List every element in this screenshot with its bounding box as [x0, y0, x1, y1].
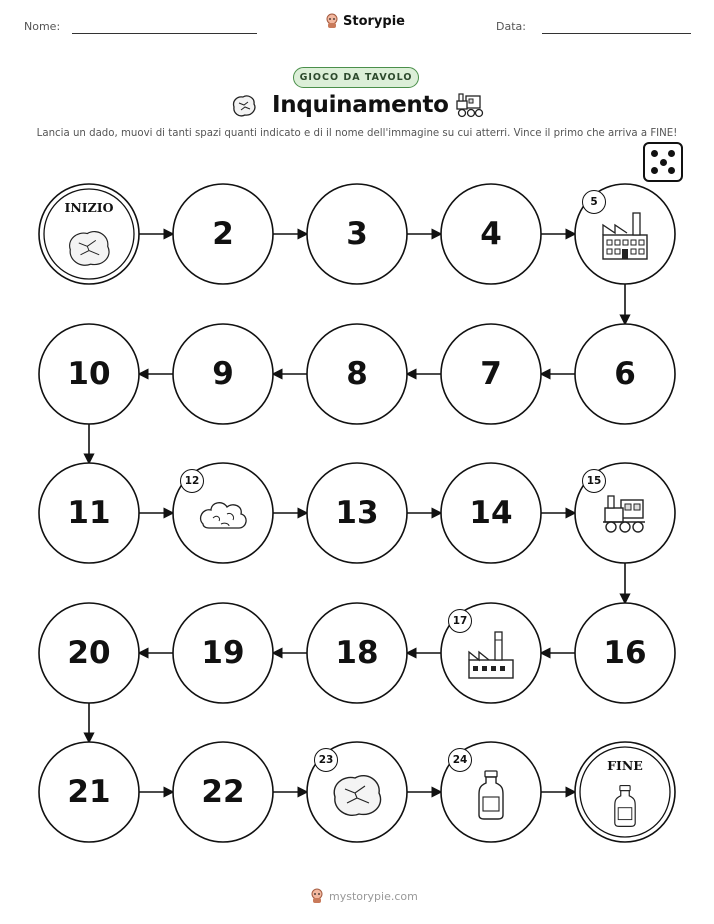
space-number: 3 — [346, 216, 368, 252]
space-number-badge: 12 — [180, 469, 204, 493]
storypie-mascot-icon — [310, 888, 324, 904]
date-label: Data: — [496, 20, 526, 33]
space-number-badge: 17 — [448, 609, 472, 633]
space-number: 19 — [201, 635, 245, 671]
space-number-badge: 15 — [582, 469, 606, 493]
space-number: 16 — [603, 635, 647, 671]
space-number: 18 — [335, 635, 379, 671]
space-number: 20 — [67, 635, 111, 671]
space-number-badge: 5 — [582, 190, 606, 214]
finish-label: FINE — [607, 758, 643, 773]
rock-icon — [70, 232, 109, 266]
space-number: 6 — [614, 356, 636, 392]
space-number: 7 — [480, 356, 502, 392]
space-number: 21 — [67, 774, 111, 810]
brand-name: Storypie — [343, 13, 405, 29]
game-type-badge: GIOCO DA TAVOLO — [293, 67, 419, 88]
space-number: 22 — [201, 774, 245, 810]
rock-icon — [334, 776, 380, 816]
instructions-text: Lancia un dado, muovi di tanti spazi quanti indicato e di il nome dell'immagine su cui atterri. Vince il primo che arriva a FINE! — [36, 128, 678, 139]
start-label: INIZIO — [64, 200, 114, 215]
space-number: 4 — [480, 216, 502, 252]
train-icon — [603, 496, 645, 532]
space-number: 14 — [469, 495, 513, 531]
footer-url: mystorypie.com — [329, 889, 418, 903]
space-number: 8 — [346, 356, 368, 392]
page-title: Inquinamento — [272, 92, 449, 118]
space-number: 2 — [212, 216, 234, 252]
space-number-badge: 23 — [314, 748, 338, 772]
footer — [310, 888, 418, 904]
space-number: 11 — [67, 495, 111, 531]
space-number: 10 — [67, 356, 111, 392]
space-number: 9 — [212, 356, 234, 392]
space-number: 13 — [335, 495, 379, 531]
space-number-badge: 24 — [448, 748, 472, 772]
name-label: Nome: — [24, 20, 61, 33]
